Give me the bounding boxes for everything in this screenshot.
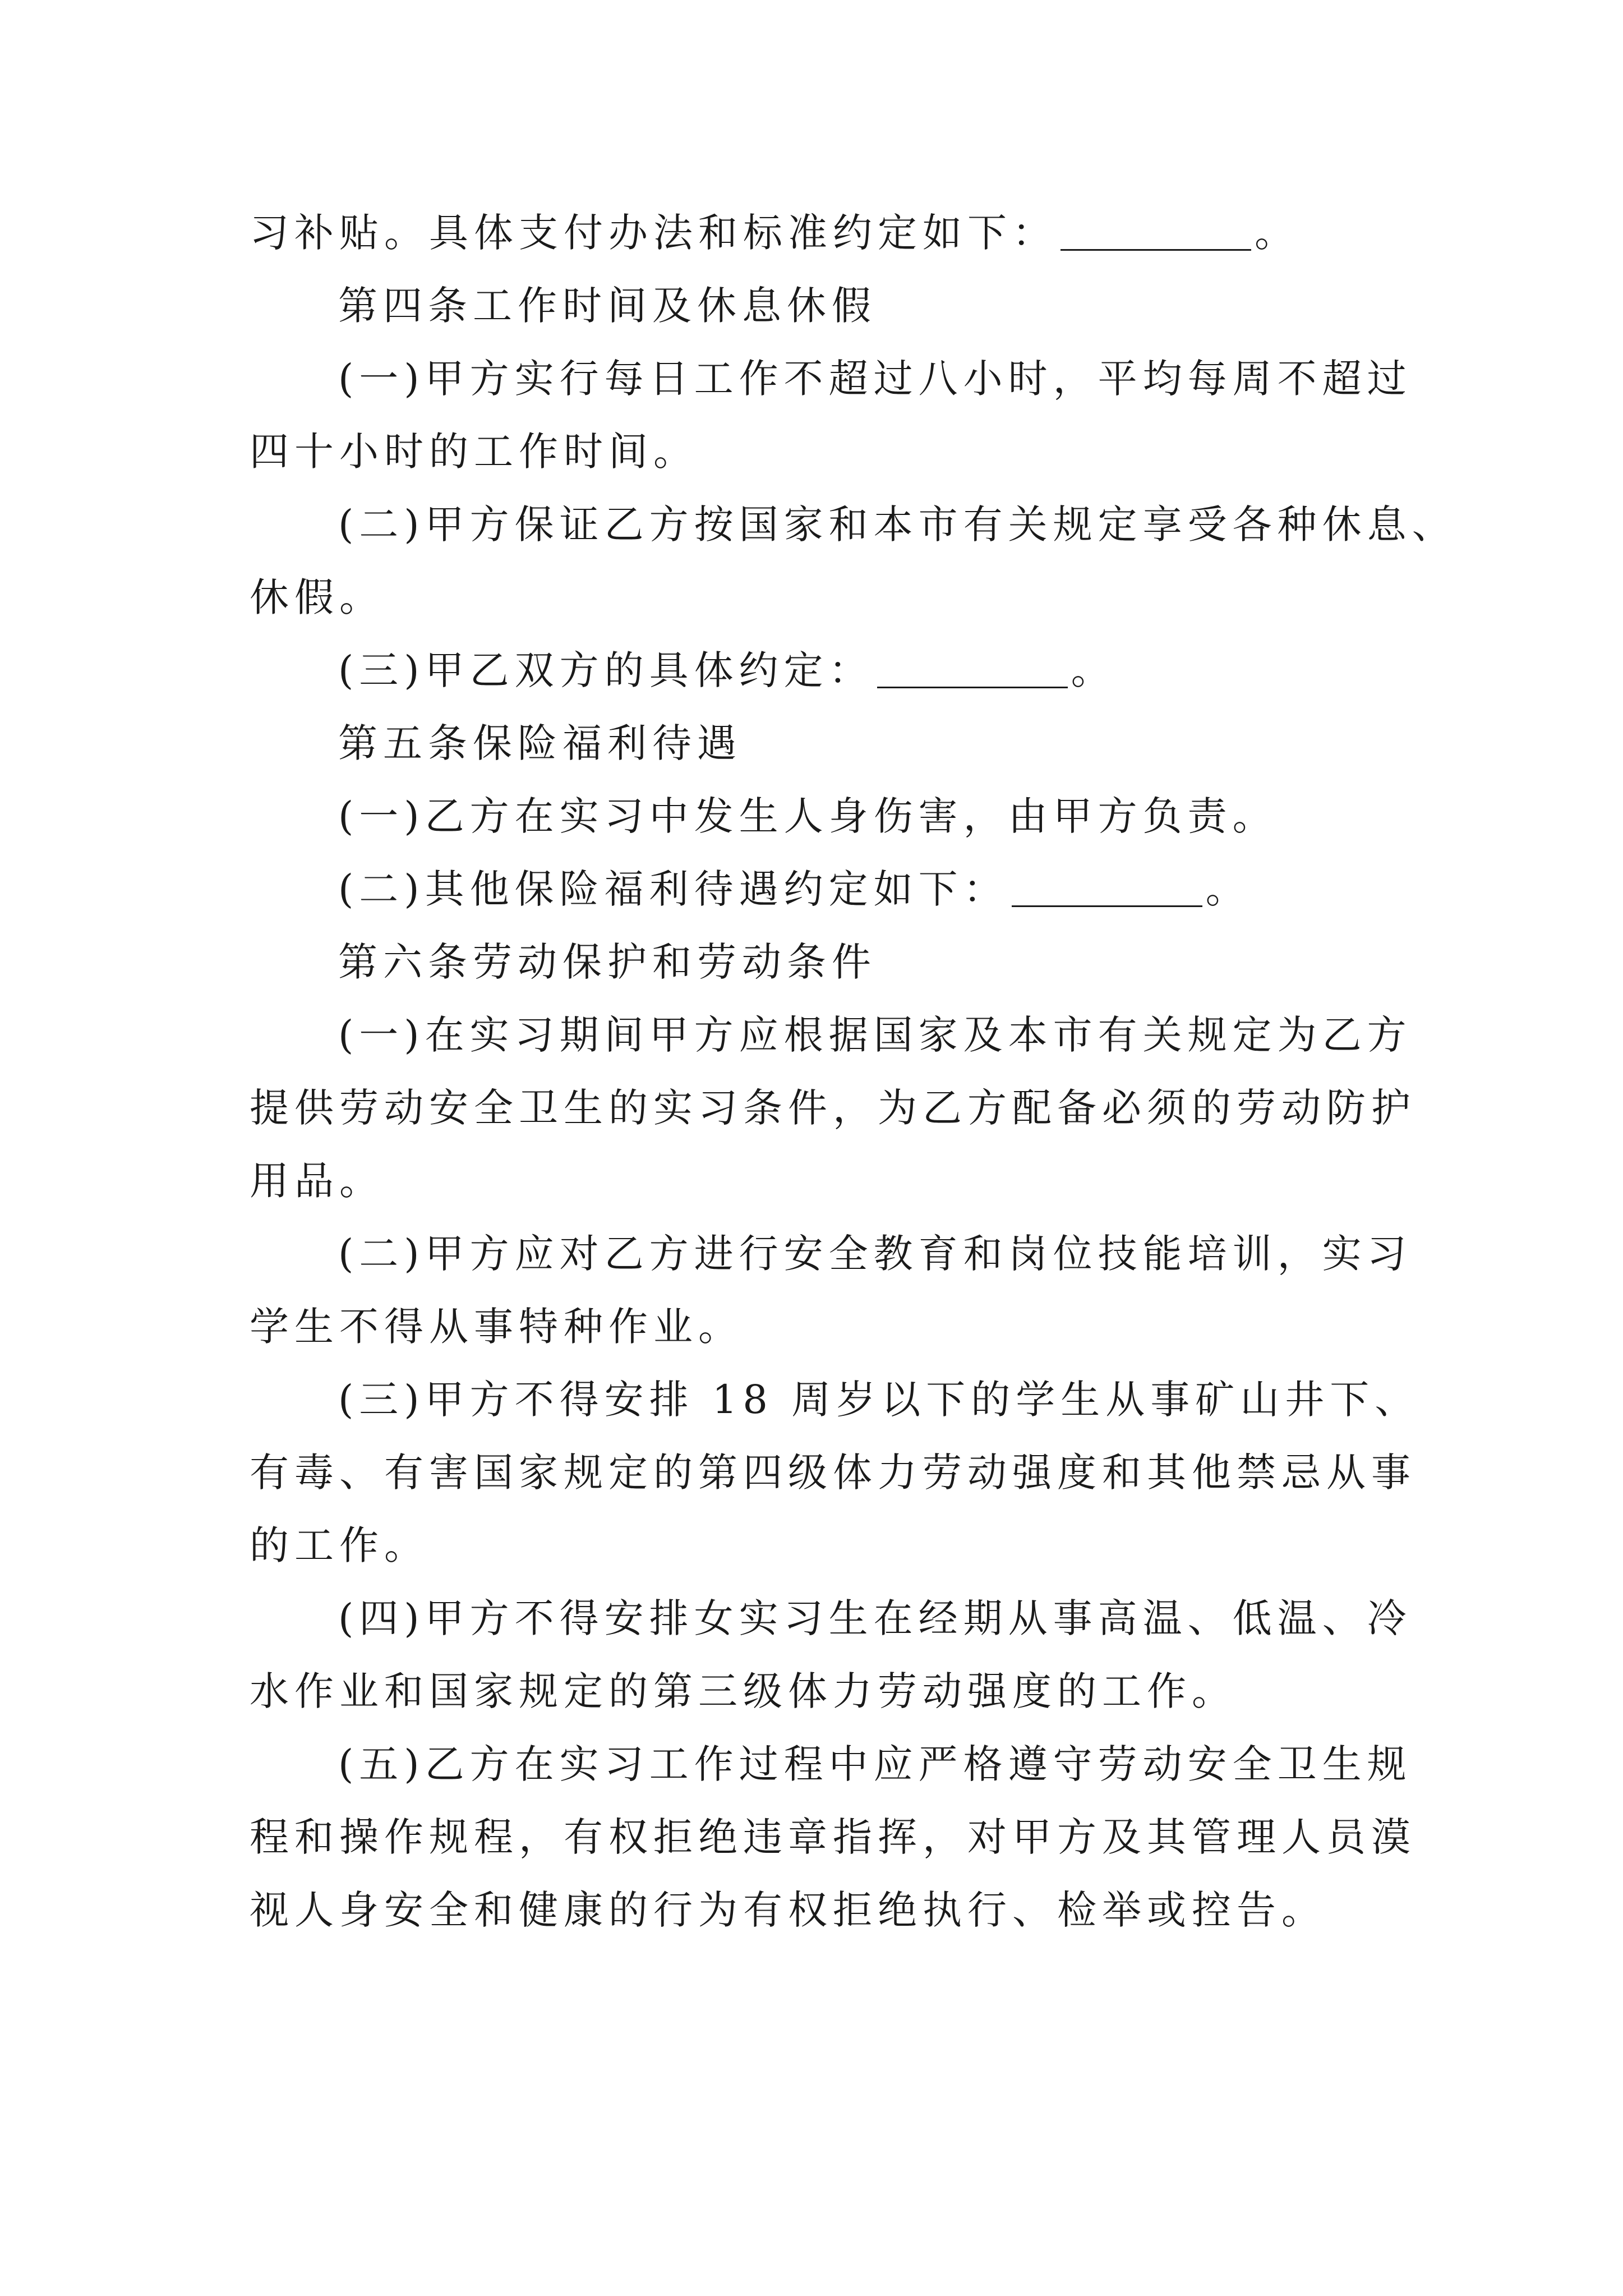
document-body (250, 196, 1457, 1947)
line-text-end: 。 (1205, 866, 1251, 912)
line-text: 视人身安全和健康的行为有权拒绝执行、检举或控告。 (250, 1887, 1326, 1933)
line-text: 第六条劳动保护和劳动条件 (338, 939, 877, 985)
line-text: 有毒、有害国家规定的第四级体力劳动强度和其他禁忌从事 (250, 1450, 1416, 1496)
text-line (250, 1509, 1399, 1582)
line-text: (一)甲方实行每日工作不超过八小时，平均每周不超过 (338, 356, 1412, 402)
line-text: (二)甲方保证乙方按国家和本市有关规定享受各种休息、 (338, 501, 1457, 547)
text-line (250, 1144, 1399, 1217)
text-line (250, 853, 1399, 926)
line-text: 水作业和国家规定的第三级体力劳动强度的工作。 (250, 1668, 1237, 1714)
text-line (250, 196, 1399, 269)
text-line (250, 780, 1399, 853)
text-line (250, 1363, 1420, 1436)
text-line (250, 415, 1399, 488)
line-text: (二)其他保险福利待遇约定如下： (338, 866, 1008, 912)
text-line (250, 1728, 1412, 1801)
fill-in-blank (1061, 210, 1251, 251)
text-line (250, 1655, 1399, 1728)
line-text-end: 。 (1071, 647, 1116, 693)
line-text: 习补贴。具体支付办法和标准约定如下： (250, 210, 1057, 256)
line-text: 学生不得从事特种作业。 (250, 1304, 743, 1350)
section-heading (250, 926, 1399, 999)
line-text: 程和操作规程，有权拒绝违章指挥，对甲方及其管理人员漠 (250, 1814, 1416, 1860)
line-text: 第四条工作时间及休息休假 (338, 283, 877, 329)
line-text: 的工作。 (250, 1522, 429, 1568)
line-text: (二)甲方应对乙方进行安全教育和岗位技能培训，实习 (338, 1231, 1412, 1277)
line-text: (五)乙方在实习工作过程中应严格遵守劳动安全卫生规 (338, 1741, 1412, 1787)
text-line (250, 1582, 1412, 1655)
line-text: (一)乙方在实习中发生人身伤害，由甲方负责。 (338, 793, 1278, 839)
line-text: (四)甲方不得安排女实习生在经期从事高温、低温、冷 (338, 1595, 1412, 1641)
line-text: (一)在实习期间甲方应根据国家及本市有关规定为乙方 (338, 1012, 1412, 1058)
section-heading (250, 269, 1399, 342)
line-text: 提供劳动安全卫生的实习条件，为乙方配备必须的劳动防护 (250, 1085, 1416, 1131)
text-line (250, 999, 1412, 1071)
line-text: 休假。 (250, 574, 384, 620)
text-line (250, 561, 1399, 634)
fill-in-blank (1012, 866, 1202, 907)
text-line (250, 1801, 1416, 1874)
fill-in-blank (877, 647, 1068, 688)
line-text: (三)甲方不得安排 18 周岁以下的学生从事矿山井下、 (338, 1377, 1420, 1423)
line-text: 用品。 (250, 1158, 384, 1204)
text-line (250, 1290, 1399, 1363)
text-line (250, 342, 1412, 415)
text-line (250, 1217, 1412, 1290)
line-text-end: 。 (1255, 210, 1299, 256)
line-text: 四十小时的工作时间。 (250, 429, 698, 475)
line-text: (三)甲乙双方的具体约定： (338, 647, 874, 693)
text-line (250, 1436, 1416, 1509)
section-heading (250, 707, 1399, 780)
text-line (250, 1071, 1416, 1144)
text-line (250, 634, 1399, 707)
text-line (250, 488, 1457, 561)
text-line (250, 1874, 1399, 1947)
line-text: 第五条保险福利待遇 (338, 720, 742, 766)
